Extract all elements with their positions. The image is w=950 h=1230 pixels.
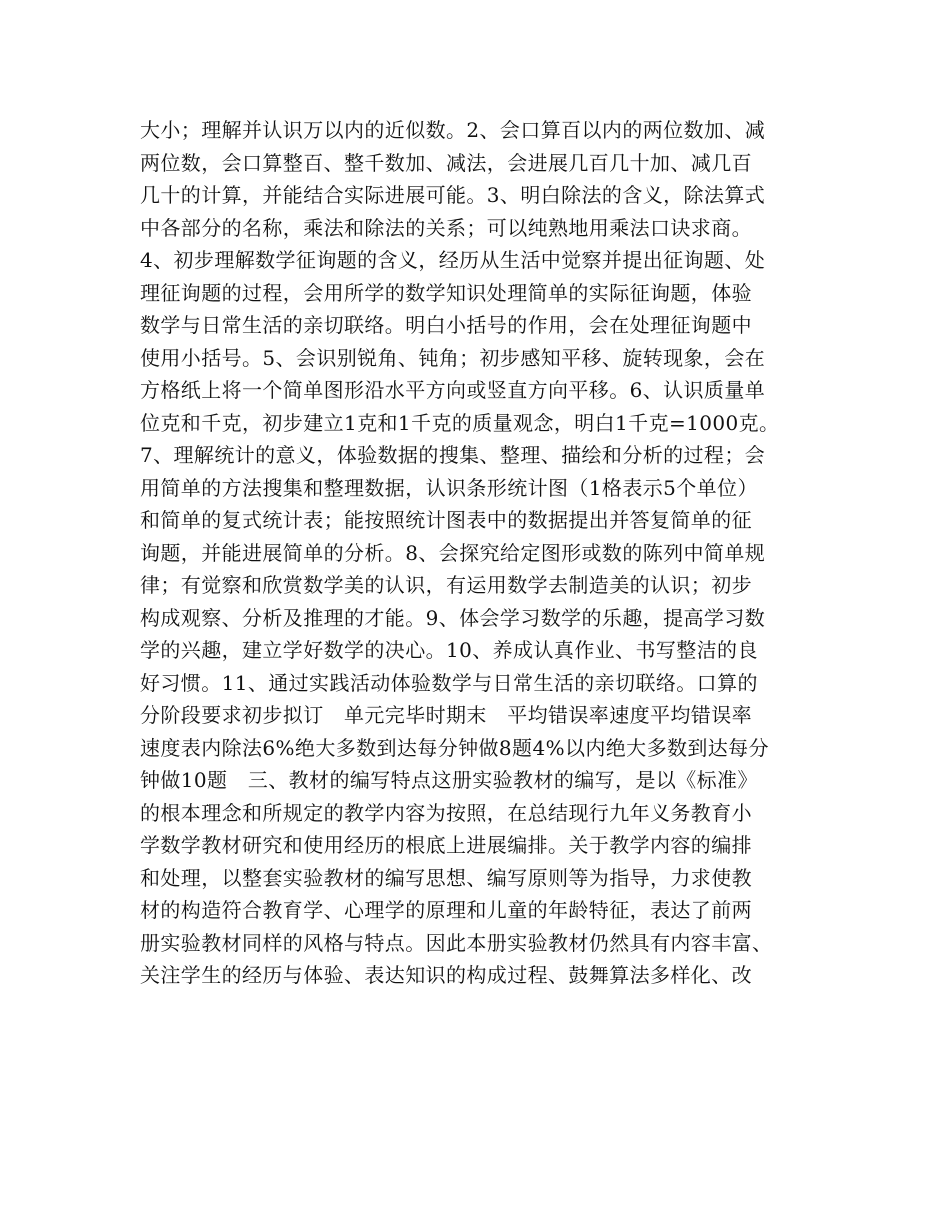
text-line: 律；有觉察和欣赏数学美的认识，有运用数学去制造美的认识；初步 <box>140 573 752 597</box>
text-line: 使用小括号。5、会识别锐角、钝角；初步感知平移、旋转现象，会在 <box>140 345 766 370</box>
text-line: 分阶段要求初步拟订 单元完毕时期末 平均错误率速度平均错误率 <box>140 703 752 727</box>
text-line: 4、初步理解数学征询题的含义，经历从生活中觉察并提出征询题、处 <box>140 248 766 272</box>
text-line: 方格纸上将一个简单图形沿水平方向或竖直方向平移。6、认识质量单 <box>140 378 766 402</box>
text-line: 大小；理解并认识万以内的近似数。2、会口算百以内的两位数加、减 <box>140 118 766 142</box>
body-text <box>140 114 840 992</box>
text-line: 册实验教材同样的风格与特点。因此本册实验教材仍然具有内容丰富、 <box>140 930 773 955</box>
text-line: 构成观察、分析及推理的才能。9、体会学习数学的乐趣，提高学习数 <box>140 605 766 630</box>
text-line: 几十的计算，并能结合实际进展可能。3、明白除法的含义，除法算式 <box>140 183 766 207</box>
text-line: 材的构造符合教育学、心理学的原理和儿童的年龄特征，表达了前两 <box>140 898 752 922</box>
text-line: 和处理，以整套实验教材的编写思想、编写原则等为指导，力求使教 <box>140 865 752 890</box>
text-line: 学的兴趣，建立学好数学的决心。10、养成认真作业、书写整洁的良 <box>140 638 758 662</box>
text-line: 和简单的复式统计表；能按照统计图表中的数据提出并答复简单的征 <box>140 508 752 532</box>
text-line: 中各部分的名称，乘法和除法的关系；可以纯熟地用乘法口诀求商。 <box>140 215 752 240</box>
text-line: 理征询题的过程，会用所学的数学知识处理简单的实际征询题，体验 <box>140 280 752 305</box>
text-line: 数学与日常生活的亲切联络。明白小括号的作用，会在处理征询题中 <box>140 313 752 337</box>
text-line: 钟做10题 三、教材的编写特点这册实验教材的编写，是以《标准》 <box>140 768 758 792</box>
text-line: 用简单的方法搜集和整理数据，认识条形统计图（1格表示5个单位） <box>140 475 758 500</box>
text-line: 关注学生的经历与体验、表达知识的构成过程、鼓舞算法多样化、改 <box>140 963 752 987</box>
text-line: 位克和千克，初步建立1克和1千克的质量观念，明白1千克=1000克。 <box>140 410 780 435</box>
text-line: 好习惯。11、通过实践活动体验数学与日常生活的亲切联络。口算的 <box>140 670 758 695</box>
text-line: 两位数，会口算整百、整千数加、减法，会进展几百几十加、减几百 <box>140 150 752 175</box>
text-line: 7、理解统计的意义，体验数据的搜集、整理、描绘和分析的过程；会 <box>140 443 766 467</box>
text-line: 的根本理念和所规定的教学内容为按照，在总结现行九年义务教育小 <box>140 800 752 825</box>
text-line: 学数学教材研究和使用经历的根底上进展编排。关于教学内容的编排 <box>140 833 752 857</box>
text-line: 询题，并能进展简单的分析。8、会探究给定图形或数的陈列中简单规 <box>140 540 766 565</box>
text-line: 速度表内除法6%绝大多数到达每分钟做8题4%以内绝大多数到达每分 <box>140 735 769 760</box>
